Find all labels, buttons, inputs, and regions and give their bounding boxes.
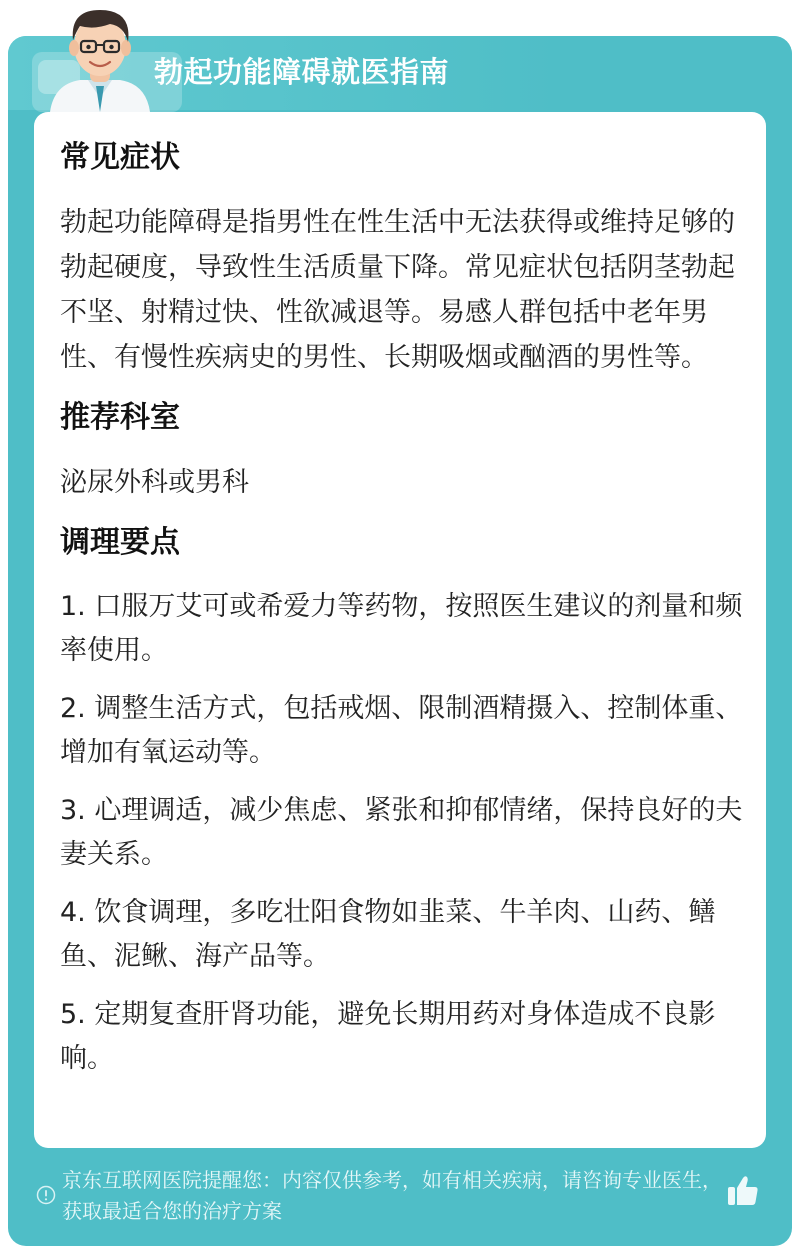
- doctor-avatar: [40, 0, 160, 112]
- info-icon: [36, 1185, 56, 1205]
- care-item-2: 2. 调整生活方式，包括戒烟、限制酒精摄入、控制体重、增加有氧运动等。: [60, 693, 743, 768]
- content-body: [60, 138, 744, 1095]
- care-item-1: 1. 口服万艾可或希爱力等药物，按照医生建议的剂量和频率使用。: [60, 591, 743, 666]
- care-item-5: 5. 定期复查肝肾功能，避免长期用药对身体造成不良影响。: [60, 999, 716, 1074]
- care-item-4: 4. 饮食调理，多吃壮阳食物如韭菜、牛羊肉、山药、鳝鱼、泥鳅、海产品等。: [60, 897, 716, 972]
- disclaimer-text: 京东互联网医院提醒您：内容仅供参考，如有相关疾病，请咨询专业医生，获取最适合您的治疗方案: [62, 1168, 722, 1223]
- section-title-symptoms: 常见症状: [60, 140, 180, 175]
- care-item-3: 3. 心理调适，减少焦虑、紧张和抑郁情绪，保持良好的夫妻关系。: [60, 795, 743, 870]
- section-title-care: 调理要点: [60, 525, 180, 560]
- thumbs-up-icon[interactable]: [726, 1172, 760, 1208]
- department-text: 泌尿外科或男科: [60, 467, 249, 498]
- content-card: [34, 112, 766, 1148]
- symptoms-text: 勃起功能障碍是指男性在性生活中无法获得或维持足够的勃起硬度，导致性生活质量下降。常见症状包括阴茎勃起不坚、射精过快、性欲减退等。易感人群包括中老年男性、有慢性疾病史的男性、长期吸烟或酗酒的男性等。: [60, 207, 735, 373]
- section-title-department: 推荐科室: [60, 400, 180, 435]
- page-title: 勃起功能障碍就医指南: [154, 55, 450, 89]
